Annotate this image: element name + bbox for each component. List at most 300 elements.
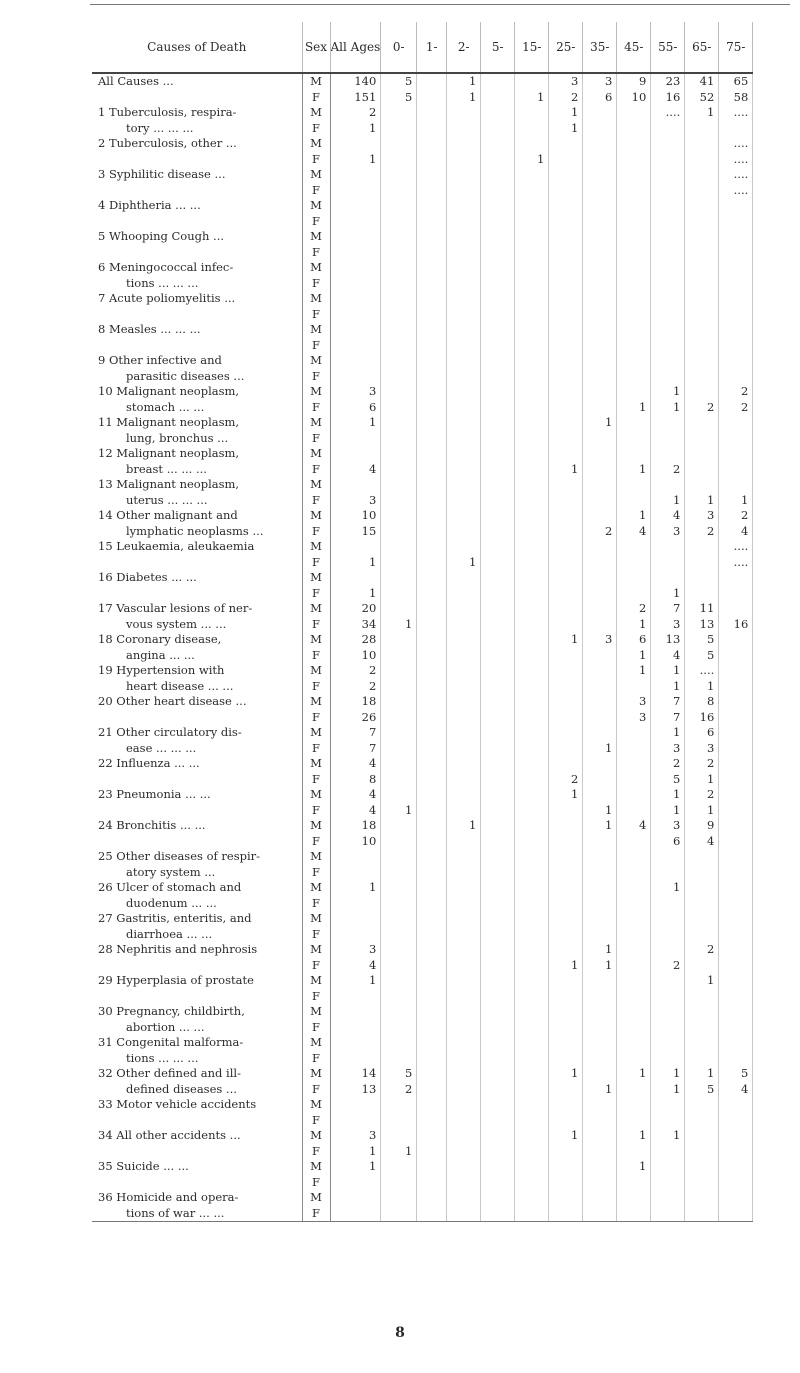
sex-cell: M — [302, 73, 330, 90]
age-group-cell — [549, 803, 583, 819]
table-row — [92, 183, 753, 199]
age-group-cell — [481, 369, 515, 385]
age-group-cell — [549, 880, 583, 896]
age-group-cell: 1 — [549, 787, 583, 803]
age-group-cell — [617, 849, 651, 865]
sex-cell: M — [302, 1159, 330, 1175]
age-group-cell — [617, 725, 651, 741]
age-group-cell — [617, 679, 651, 695]
sex-cell: M — [302, 384, 330, 400]
age-group-cell — [515, 1144, 549, 1160]
cause-cell — [92, 710, 302, 726]
table-row — [92, 601, 753, 617]
age-group-cell — [719, 570, 753, 586]
age-group-cell — [719, 896, 753, 912]
age-group-cell — [719, 307, 753, 323]
age-group-cell — [583, 1035, 617, 1051]
age-group-cell — [417, 1113, 447, 1129]
sex-cell: M — [302, 570, 330, 586]
age-group-cell: 13 — [651, 632, 685, 648]
table-row — [92, 1113, 753, 1129]
age-group-cell — [515, 570, 549, 586]
age-group-cell — [719, 927, 753, 943]
age-group-cell — [651, 276, 685, 292]
age-group-cell — [719, 1035, 753, 1051]
age-group-cell — [549, 586, 583, 602]
all-ages-cell — [330, 276, 381, 292]
age-group-cell — [481, 477, 515, 493]
age-group-cell — [515, 462, 549, 478]
age-group-cell — [481, 663, 515, 679]
age-group-cell — [447, 896, 481, 912]
age-group-cell — [417, 198, 447, 214]
age-group-cell — [515, 679, 549, 695]
age-group-cell — [481, 679, 515, 695]
age-group-cell — [617, 741, 651, 757]
age-group-cell — [719, 1159, 753, 1175]
age-group-cell — [685, 1128, 719, 1144]
age-group-cell — [549, 291, 583, 307]
causes-of-death-table — [92, 22, 753, 1222]
age-group-cell — [583, 989, 617, 1005]
age-group-cell: 2 — [617, 601, 651, 617]
all-ages-cell: 4 — [330, 803, 381, 819]
age-group-cell — [417, 415, 447, 431]
age-group-cell — [549, 648, 583, 664]
age-group-cell — [381, 524, 417, 540]
age-group-cell — [719, 942, 753, 958]
age-group-cell — [719, 989, 753, 1005]
age-group-cell — [417, 1144, 447, 1160]
age-group-cell — [583, 1051, 617, 1067]
age-group-cell — [381, 167, 417, 183]
age-group-cell — [583, 136, 617, 152]
age-group-cell — [617, 1004, 651, 1020]
all-ages-cell — [330, 570, 381, 586]
age-group-cell — [447, 787, 481, 803]
age-group-cell — [481, 400, 515, 416]
age-group-cell — [515, 539, 549, 555]
sex-cell: M — [302, 632, 330, 648]
sex-cell: F — [302, 865, 330, 881]
age-group-cell: 1 — [447, 90, 481, 106]
age-group-cell — [381, 477, 417, 493]
age-group-cell — [617, 1144, 651, 1160]
age-group-cell — [481, 632, 515, 648]
age-group-cell — [381, 1004, 417, 1020]
age-group-cell — [417, 834, 447, 850]
age-group-cell — [447, 229, 481, 245]
age-group-cell — [583, 1190, 617, 1206]
age-group-cell — [583, 493, 617, 509]
age-group-cell — [685, 849, 719, 865]
age-group-cell — [651, 1206, 685, 1222]
age-group-cell — [685, 322, 719, 338]
age-group-cell — [481, 73, 515, 90]
age-group-cell — [481, 307, 515, 323]
age-group-cell — [617, 1097, 651, 1113]
cause-cell: All Causes ... — [92, 73, 302, 90]
age-group-cell — [481, 90, 515, 106]
age-group-cell — [685, 927, 719, 943]
table-row — [92, 245, 753, 261]
age-group-cell — [685, 446, 719, 462]
age-group-cell — [515, 834, 549, 850]
age-group-cell: 6 — [583, 90, 617, 106]
sex-cell: M — [302, 1035, 330, 1051]
cause-cell: 26 Ulcer of stomach and — [92, 880, 302, 896]
age-group-cell — [549, 415, 583, 431]
age-group-cell — [481, 105, 515, 121]
age-group-cell — [549, 1082, 583, 1098]
age-group-cell: .... — [685, 663, 719, 679]
age-group-cell — [447, 958, 481, 974]
age-group-cell — [515, 1004, 549, 1020]
cause-cell: 6 Meningococcal infec- — [92, 260, 302, 276]
age-group-cell — [481, 431, 515, 447]
table-row — [92, 1082, 753, 1098]
table-row — [92, 508, 753, 524]
sex-cell: F — [302, 369, 330, 385]
age-group-cell — [515, 694, 549, 710]
age-group-cell — [583, 1144, 617, 1160]
age-group-cell — [515, 896, 549, 912]
age-group-cell — [381, 927, 417, 943]
age-group-cell — [685, 1004, 719, 1020]
age-group-cell — [515, 756, 549, 772]
all-ages-cell — [330, 1175, 381, 1191]
age-group-cell — [549, 1097, 583, 1113]
all-ages-cell — [330, 1097, 381, 1113]
age-group-cell: 6 — [617, 632, 651, 648]
age-group-cell — [617, 105, 651, 121]
age-group-cell — [617, 322, 651, 338]
cause-cell: diarrhoea ... ... — [92, 927, 302, 943]
age-group-cell — [381, 694, 417, 710]
header-age: 5- — [481, 22, 515, 73]
cause-cell — [92, 989, 302, 1005]
sex-cell: F — [302, 617, 330, 633]
age-group-cell — [549, 446, 583, 462]
age-group-cell: 1 — [617, 1066, 651, 1082]
table-row — [92, 1175, 753, 1191]
cause-cell: 4 Diphtheria ... ... — [92, 198, 302, 214]
all-ages-cell — [330, 260, 381, 276]
age-group-cell — [481, 880, 515, 896]
all-ages-cell: 2 — [330, 105, 381, 121]
age-group-cell — [447, 431, 481, 447]
all-ages-cell: 4 — [330, 787, 381, 803]
age-group-cell — [417, 741, 447, 757]
age-group-cell — [447, 1051, 481, 1067]
age-group-cell: 1 — [617, 663, 651, 679]
all-ages-cell: 4 — [330, 462, 381, 478]
age-group-cell: 1 — [447, 73, 481, 90]
age-group-cell — [481, 942, 515, 958]
all-ages-cell — [330, 229, 381, 245]
all-ages-cell: 28 — [330, 632, 381, 648]
age-group-cell — [685, 291, 719, 307]
age-group-cell — [719, 1175, 753, 1191]
table-row — [92, 555, 753, 571]
age-group-cell — [515, 73, 549, 90]
table-row — [92, 214, 753, 230]
age-group-cell — [685, 245, 719, 261]
age-group-cell — [617, 415, 651, 431]
age-group-cell — [583, 1128, 617, 1144]
age-group-cell — [447, 384, 481, 400]
age-group-cell — [381, 493, 417, 509]
table-row — [92, 105, 753, 121]
age-group-cell: 1 — [651, 384, 685, 400]
age-group-cell: 3 — [651, 818, 685, 834]
age-group-cell — [417, 167, 447, 183]
table-row — [92, 1144, 753, 1160]
age-group-cell — [447, 1020, 481, 1036]
age-group-cell — [583, 648, 617, 664]
age-group-cell — [447, 632, 481, 648]
age-group-cell — [515, 260, 549, 276]
age-group-cell — [515, 880, 549, 896]
age-group-cell — [651, 555, 685, 571]
age-group-cell: .... — [719, 539, 753, 555]
age-group-cell — [447, 1128, 481, 1144]
all-ages-cell: 1 — [330, 1144, 381, 1160]
age-group-cell: 1 — [583, 818, 617, 834]
sex-cell: F — [302, 121, 330, 137]
table-row — [92, 353, 753, 369]
age-group-cell — [651, 1004, 685, 1020]
all-ages-cell: 18 — [330, 818, 381, 834]
all-ages-cell: 10 — [330, 508, 381, 524]
cause-cell: 2 Tuberculosis, other ... — [92, 136, 302, 152]
age-group-cell — [719, 911, 753, 927]
age-group-cell — [515, 384, 549, 400]
age-group-cell — [447, 1066, 481, 1082]
age-group-cell — [447, 1035, 481, 1051]
age-group-cell — [381, 400, 417, 416]
sex-cell: F — [302, 927, 330, 943]
age-group-cell — [719, 214, 753, 230]
cause-cell: 33 Motor vehicle accidents — [92, 1097, 302, 1113]
sex-cell: M — [302, 446, 330, 462]
all-ages-cell: 1 — [330, 555, 381, 571]
age-group-cell — [447, 524, 481, 540]
age-group-cell — [719, 694, 753, 710]
sex-cell: F — [302, 1144, 330, 1160]
age-group-cell: 1 — [651, 400, 685, 416]
age-group-cell — [685, 384, 719, 400]
age-group-cell: 2 — [685, 756, 719, 772]
age-group-cell: 5 — [381, 73, 417, 90]
age-group-cell: 1 — [617, 508, 651, 524]
table-row — [92, 167, 753, 183]
sex-cell: M — [302, 136, 330, 152]
age-group-cell — [617, 1082, 651, 1098]
sex-cell: F — [302, 462, 330, 478]
age-group-cell — [515, 741, 549, 757]
age-group-cell — [447, 849, 481, 865]
age-group-cell — [447, 617, 481, 633]
age-group-cell — [481, 756, 515, 772]
age-group-cell: 1 — [617, 462, 651, 478]
age-group-cell — [583, 431, 617, 447]
age-group-cell — [481, 1144, 515, 1160]
age-group-cell — [583, 679, 617, 695]
cause-cell: 16 Diabetes ... ... — [92, 570, 302, 586]
age-group-cell — [549, 307, 583, 323]
sex-cell: F — [302, 1206, 330, 1222]
cause-cell: 15 Leukaemia, aleukaemia — [92, 539, 302, 555]
age-group-cell — [549, 1175, 583, 1191]
age-group-cell — [447, 353, 481, 369]
all-ages-cell — [330, 927, 381, 943]
age-group-cell — [651, 911, 685, 927]
age-group-cell — [617, 291, 651, 307]
age-group-cell — [481, 710, 515, 726]
age-group-cell — [417, 787, 447, 803]
table-row — [92, 834, 753, 850]
age-group-cell — [617, 229, 651, 245]
age-group-cell — [447, 121, 481, 137]
age-group-cell — [447, 927, 481, 943]
age-group-cell — [481, 601, 515, 617]
age-group-cell — [719, 958, 753, 974]
cause-cell: 31 Congenital malforma- — [92, 1035, 302, 1051]
table-row — [92, 586, 753, 602]
age-group-cell: 2 — [651, 462, 685, 478]
age-group-cell — [447, 1190, 481, 1206]
age-group-cell — [447, 136, 481, 152]
table-row — [92, 1097, 753, 1113]
age-group-cell — [481, 865, 515, 881]
cause-cell: 35 Suicide ... ... — [92, 1159, 302, 1175]
age-group-cell — [617, 338, 651, 354]
age-group-cell — [651, 431, 685, 447]
age-group-cell — [617, 1113, 651, 1129]
age-group-cell — [617, 198, 651, 214]
age-group-cell — [417, 989, 447, 1005]
age-group-cell — [651, 121, 685, 137]
sex-cell: M — [302, 663, 330, 679]
age-group-cell — [381, 384, 417, 400]
age-group-cell — [549, 942, 583, 958]
age-group-cell — [651, 539, 685, 555]
age-group-cell — [651, 973, 685, 989]
age-group-cell — [515, 818, 549, 834]
all-ages-cell: 1 — [330, 880, 381, 896]
age-group-cell — [651, 338, 685, 354]
table-row — [92, 942, 753, 958]
age-group-cell — [719, 477, 753, 493]
age-group-cell — [417, 942, 447, 958]
age-group-cell — [685, 276, 719, 292]
age-group-cell — [719, 787, 753, 803]
age-group-cell — [447, 741, 481, 757]
all-ages-cell — [330, 431, 381, 447]
cause-cell — [92, 307, 302, 323]
age-group-cell: 1 — [685, 105, 719, 121]
all-ages-cell — [330, 1113, 381, 1129]
cause-cell: 9 Other infective and — [92, 353, 302, 369]
age-group-cell — [549, 710, 583, 726]
age-group-cell: 3 — [583, 73, 617, 90]
table-row — [92, 198, 753, 214]
age-group-cell — [515, 338, 549, 354]
table-row — [92, 710, 753, 726]
age-group-cell — [481, 291, 515, 307]
age-group-cell — [417, 1020, 447, 1036]
age-group-cell — [447, 865, 481, 881]
header-age: 2- — [447, 22, 481, 73]
table-row — [92, 307, 753, 323]
age-group-cell — [447, 1206, 481, 1222]
age-group-cell — [651, 896, 685, 912]
all-ages-cell: 140 — [330, 73, 381, 90]
age-group-cell — [481, 338, 515, 354]
age-group-cell — [583, 214, 617, 230]
age-group-cell — [651, 1020, 685, 1036]
sex-cell: F — [302, 834, 330, 850]
age-group-cell — [481, 586, 515, 602]
age-group-cell: 11 — [685, 601, 719, 617]
age-group-cell — [417, 90, 447, 106]
age-group-cell — [481, 1004, 515, 1020]
age-group-cell — [381, 183, 417, 199]
age-group-cell — [685, 136, 719, 152]
age-group-cell — [417, 803, 447, 819]
sex-cell: F — [302, 586, 330, 602]
sex-cell: F — [302, 555, 330, 571]
age-group-cell — [417, 291, 447, 307]
sex-cell: M — [302, 818, 330, 834]
age-group-cell — [685, 369, 719, 385]
age-group-cell: 1 — [515, 90, 549, 106]
header-age: 15- — [515, 22, 549, 73]
age-group-cell: .... — [719, 167, 753, 183]
age-group-cell — [583, 291, 617, 307]
age-group-cell — [651, 849, 685, 865]
header-age: 1- — [417, 22, 447, 73]
all-ages-cell: 3 — [330, 942, 381, 958]
all-ages-cell: 1 — [330, 121, 381, 137]
age-group-cell — [549, 663, 583, 679]
header-row — [92, 22, 753, 73]
cause-cell: 3 Syphilitic disease ... — [92, 167, 302, 183]
cause-cell: 25 Other diseases of respir- — [92, 849, 302, 865]
age-group-cell — [381, 152, 417, 168]
age-group-cell — [685, 1020, 719, 1036]
age-group-cell — [481, 260, 515, 276]
age-group-cell: 1 — [651, 803, 685, 819]
cause-cell: vous system ... ... — [92, 617, 302, 633]
age-group-cell — [381, 462, 417, 478]
age-group-cell — [515, 586, 549, 602]
cause-cell: 8 Measles ... ... ... — [92, 322, 302, 338]
age-group-cell — [381, 338, 417, 354]
age-group-cell — [447, 756, 481, 772]
age-group-cell: .... — [651, 105, 685, 121]
age-group-cell — [515, 214, 549, 230]
age-group-cell — [549, 214, 583, 230]
age-group-cell — [651, 152, 685, 168]
age-group-cell — [719, 834, 753, 850]
table-row — [92, 431, 753, 447]
table-row — [92, 1066, 753, 1082]
age-group-cell — [719, 276, 753, 292]
age-group-cell — [685, 896, 719, 912]
sex-cell: M — [302, 322, 330, 338]
